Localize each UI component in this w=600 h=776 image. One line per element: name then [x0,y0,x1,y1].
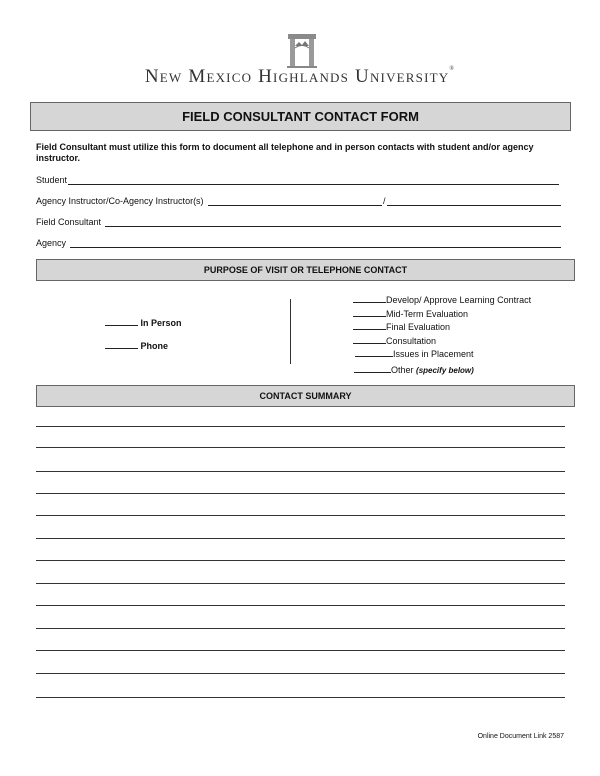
purpose-blank[interactable] [355,347,393,357]
summary-line[interactable] [36,650,565,651]
agency-field [36,234,561,248]
field-consultant-label: Field Consultant [36,217,102,227]
university-arch-logo-icon [286,34,318,68]
summary-line[interactable] [36,493,565,494]
agency-instructor-input-line[interactable] [208,195,382,206]
field-consultant-input-line[interactable] [105,216,561,227]
purpose-blank[interactable] [353,334,386,344]
summary-line[interactable] [36,583,565,584]
other-blank[interactable] [354,363,391,373]
summary-line[interactable] [36,605,565,606]
form-instructions: Field Consultant must utilize this form to document all telephone and in person contacts with student and/or agency instructor. [36,142,534,163]
summary-line[interactable] [36,673,565,674]
purpose-blank[interactable] [353,293,386,303]
document-link: Online Document Link 2587 [477,733,564,740]
agency-instructor-separator: / [383,196,386,206]
summary-line[interactable] [36,471,565,472]
student-field [36,171,559,185]
summary-line[interactable] [36,628,565,629]
purpose-label: Consultation [386,335,437,346]
phone-option[interactable] [105,339,168,351]
purpose-label: Develop/ Approve Learning Contract [386,295,532,305]
field-consultant-field [36,213,561,227]
summary-line[interactable] [36,426,565,427]
purpose-list [353,293,531,361]
summary-line[interactable] [36,560,565,561]
purpose-blank[interactable] [353,320,386,330]
purpose-blank[interactable] [353,307,386,317]
in-person-label: In Person [140,318,182,328]
column-divider [290,299,291,364]
agency-input-line[interactable] [70,237,561,248]
purpose-section-heading: PURPOSE OF VISIT OR TELEPHONE CONTACT [36,259,575,281]
in-person-option[interactable] [105,316,182,328]
purpose-option-other[interactable] [354,363,474,375]
summary-line[interactable] [36,515,565,516]
purpose-option-final[interactable] [353,320,531,334]
purpose-option-mid-term[interactable] [353,307,531,321]
agency-instructor-label: Agency Instructor/Co-Agency Instructor(s) [36,196,204,206]
phone-blank[interactable] [105,339,138,349]
agency-label: Agency [36,238,67,248]
purpose-label: Final Evaluation [386,322,451,332]
co-agency-instructor-input-line[interactable] [387,195,561,206]
summary-line[interactable] [36,447,565,448]
purpose-option-consultation[interactable] [353,334,531,348]
agency-instructor-field [36,192,561,206]
purpose-label: Issues in Placement [393,349,474,359]
purpose-option-issues[interactable] [353,347,531,361]
other-label: Other [391,365,414,375]
university-name: New Mexico Highlands University® [144,66,456,87]
summary-line[interactable] [36,697,565,698]
purpose-option-learning-contract[interactable] [353,293,531,307]
in-person-blank[interactable] [105,316,138,326]
student-label: Student [36,175,68,185]
student-input-line[interactable] [68,174,559,185]
summary-line[interactable] [36,538,565,539]
contact-summary-heading: CONTACT SUMMARY [36,385,575,407]
phone-label: Phone [140,341,169,351]
form-title: FIELD CONSULTANT CONTACT FORM [30,102,571,131]
purpose-label: Mid-Term Evaluation [386,308,469,319]
other-note: (specify below) [416,366,474,375]
